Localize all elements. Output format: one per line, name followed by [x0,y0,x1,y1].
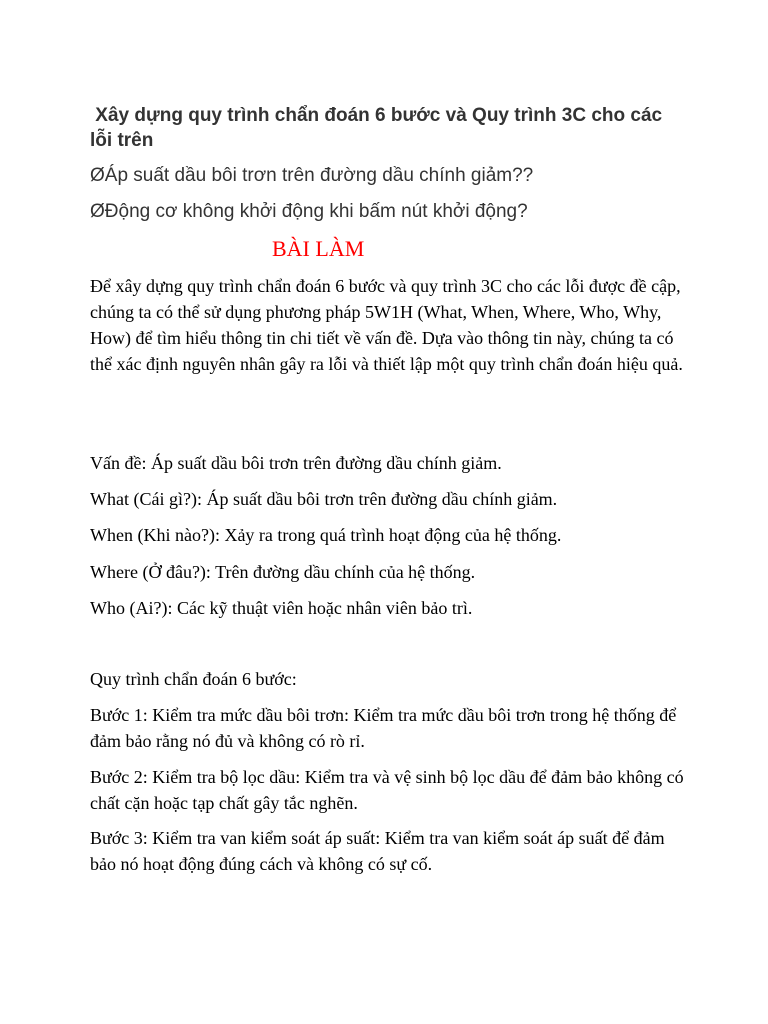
intro-paragraph: Để xây dựng quy trình chẩn đoán 6 bước và quy trình 3C cho các lỗi được đề cập, chúng ta có thể sử dụng phương pháp 5W1H (What, When, Where, Who, Why, How) để tìm hiểu thông tin chi tiết về vấn đề. Dựa vào thông tin này, chúng ta có thể xác định nguyên nhân gây ra lỗi và thiết lập một quy trình chẩn đoán hiệu quả. [90,276,683,374]
where-line: Where (Ở đâu?): Trên đường dầu chính của hệ thống. [90,562,476,582]
question-item-engine-start: ØĐộng cơ không khởi động khi bấm nút khởi động? [90,201,528,222]
question-item-oil-pressure: ØÁp suất dầu bôi trơn trên đường dầu chính giảm?? [90,165,534,186]
issue-line: Vấn đề: Áp suất dầu bôi trơn trên đường dầu chính giảm. [90,453,502,473]
step-3: Bước 3: Kiểm tra van kiểm soát áp suất: Kiểm tra van kiểm soát áp suất để đảm bảo nó hoạt động đúng cách và không có sự cố. [90,828,665,874]
section-title: BÀI LÀM [272,236,365,261]
who-line: Who (Ai?): Các kỹ thuật viên hoặc nhân viên bảo trì. [90,598,473,618]
step-2: Bước 2: Kiểm tra bộ lọc dầu: Kiểm tra và vệ sinh bộ lọc dầu để đảm bảo không có chất cặn hoặc tạp chất gây tắc nghẽn. [90,767,684,813]
what-line: What (Cái gì?): Áp suất dầu bôi trơn trên đường dầu chính giảm. [90,489,558,509]
procedure-title: Quy trình chẩn đoán 6 bước: [90,669,297,689]
document-heading: Xây dựng quy trình chẩn đoán 6 bước và Quy trình 3C cho các lỗi trên [90,105,668,151]
step-1: Bước 1: Kiểm tra mức dầu bôi trơn: Kiểm tra mức dầu bôi trơn trong hệ thống để đảm bảo rằng nó đủ và không có rò rỉ. [90,705,677,751]
when-line: When (Khi nào?): Xảy ra trong quá trình hoạt động của hệ thống. [90,525,562,545]
